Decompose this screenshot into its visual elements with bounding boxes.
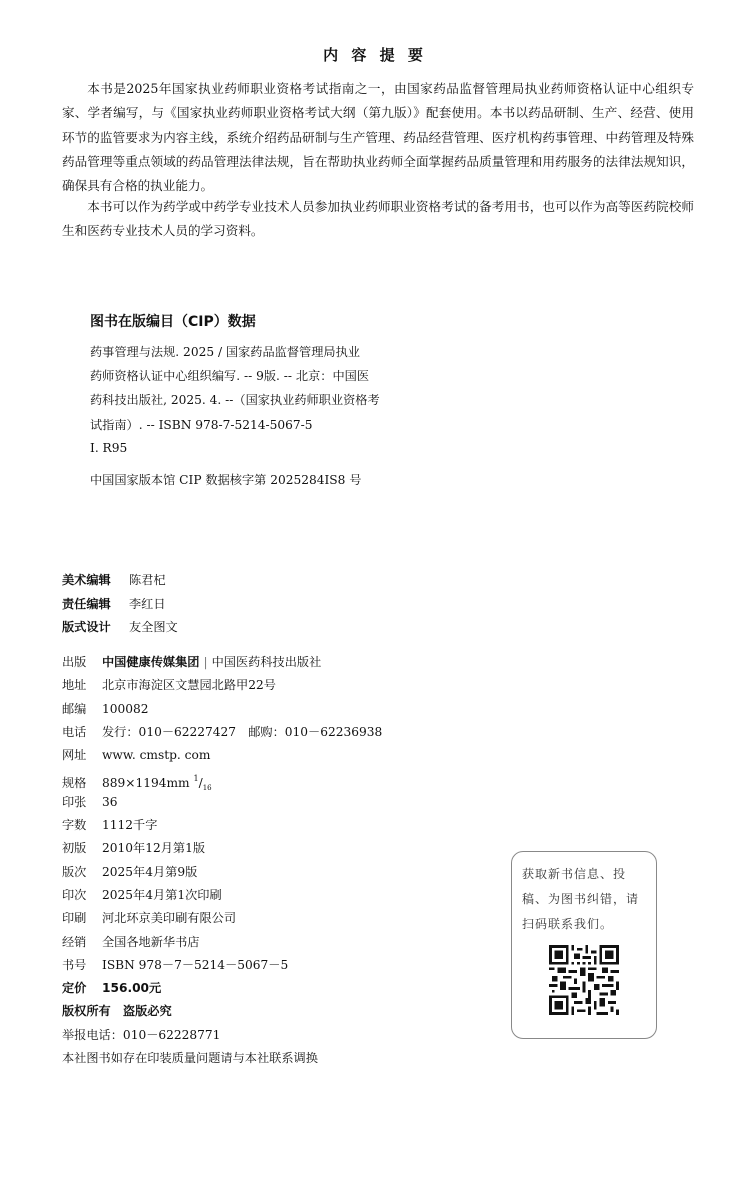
credit-row xyxy=(62,593,178,617)
credit-label: 责任编辑 xyxy=(62,596,111,611)
credit-value: 李红日 xyxy=(129,596,166,611)
info-value: 36 xyxy=(102,794,118,809)
info-row xyxy=(62,837,382,860)
info-value: 北京市海淀区文慧园北路甲22号 xyxy=(102,678,276,693)
info-label: 邮编 xyxy=(62,701,87,716)
credit-value: 友全图文 xyxy=(129,620,178,634)
cip-line: 药师资格认证中心组织编写. -- 9版. -- 北京：中国医 xyxy=(90,369,370,384)
info-label: 印刷 xyxy=(62,911,87,926)
format-value: 889×1194mm xyxy=(102,776,190,791)
cip-classification: Ⅰ. R95 xyxy=(90,441,128,455)
publisher-name: 中国医药科技出版社 xyxy=(211,655,322,669)
info-value: 全国各地新华书店 xyxy=(102,934,200,949)
qr-code-icon[interactable] xyxy=(549,945,619,1015)
info-row xyxy=(62,744,382,767)
cip-line: 药事管理与法规. 2025 / 国家药品监督管理局执业 xyxy=(90,345,360,359)
info-row xyxy=(62,814,382,837)
credit-row xyxy=(62,569,178,593)
qr-caption: 获取新书信息、投稿、为图书纠错，请扫码联系我们。 xyxy=(522,867,640,931)
info-value: 2025年4月第9版 xyxy=(102,864,198,879)
info-label: 经销 xyxy=(62,934,87,949)
info-row xyxy=(62,721,382,744)
info-label: 字数 xyxy=(62,818,87,833)
cip-heading: 图书在版编目（CIP）数据 xyxy=(90,314,256,330)
cip-record xyxy=(90,340,390,437)
info-label: 印张 xyxy=(62,794,87,809)
format-fraction-numerator: 1 xyxy=(193,774,199,784)
info-row xyxy=(62,674,382,697)
info-label: 规格 xyxy=(62,776,87,791)
info-row xyxy=(62,861,382,884)
info-value: ISBN 978－7－5214－5067－5 xyxy=(102,957,289,972)
info-row-price xyxy=(62,977,382,1000)
publication-info xyxy=(62,651,382,1070)
info-label: 版次 xyxy=(62,864,87,879)
info-label: 电话 xyxy=(62,724,87,739)
cip-record-number: 中国国家版本馆 CIP 数据核字第 2025284IS8 号 xyxy=(90,473,362,487)
copyright-text: 版权所有 盗版必究 xyxy=(62,1004,172,1019)
info-label: 印次 xyxy=(62,887,87,902)
info-row xyxy=(62,931,382,954)
cip-line: 药科技出版社, 2025. 4. --（国家执业药师职业资格考 xyxy=(90,393,380,408)
info-value: 发行：010－62227427 邮购：010－62236938 xyxy=(102,724,383,739)
info-label: 书号 xyxy=(62,957,87,972)
summary-paragraph-1: 本书是2025年国家执业药师职业资格考试指南之一，由国家药品监督管理局执业药师资格认证中心组织专家、学者编写，与《国家执业药师职业资格考试大纲（第九版）》配套使用。本书以药品研制、生产、经营、使用环节的监管要求为内容主线，系统介绍药品研制与生产管理、药品经营管理、医疗机构药事管理、中药管理及特殊药品管理等重点领域的药品管理法律法规，旨在帮助执业药师全面掌握药品质量管理和用药服务的法律法规知识，确保具有合格的执业能力。 xyxy=(62,81,694,194)
info-value: 2010年12月第1版 xyxy=(102,841,206,856)
info-label: 网址 xyxy=(62,748,87,763)
credit-label: 美术编辑 xyxy=(62,573,111,587)
info-row xyxy=(62,907,382,930)
quality-notice: 本社图书如存在印装质量问题请与本社联系调换 xyxy=(62,1051,318,1066)
credit-value: 陈君杞 xyxy=(129,573,166,587)
info-row-format: 规格 889×1194mm $^1/_{16}$ xyxy=(62,767,382,790)
credit-row xyxy=(62,616,178,640)
notice-row xyxy=(62,1047,382,1070)
info-row-publisher xyxy=(62,651,382,674)
info-label: 初版 xyxy=(62,841,87,856)
info-label: 出版 xyxy=(62,655,87,669)
info-value: 河北环京美印刷有限公司 xyxy=(102,911,237,926)
info-label: 地址 xyxy=(62,678,87,693)
separator: | xyxy=(203,655,208,669)
info-row xyxy=(62,954,382,977)
report-row xyxy=(62,1024,382,1047)
qr-card xyxy=(511,851,657,1039)
credit-label: 版式设计 xyxy=(62,620,111,634)
info-value: www. cmstp. com xyxy=(102,748,211,763)
price-value: 156.00元 xyxy=(102,981,162,996)
summary-paragraph-2: 本书可以作为药学或中药学专业技术人员参加执业药师职业资格考试的备考用书，也可以作为高等医药院校师生和医药专业技术人员的学习资料。 xyxy=(62,199,694,239)
format-fraction-denominator: 16 xyxy=(202,784,212,793)
info-value: 1112千字 xyxy=(102,818,158,833)
credits-list xyxy=(62,569,178,640)
info-row xyxy=(62,698,382,721)
copyright-row xyxy=(62,1000,382,1023)
report-phone: 举报电话：010－62228771 xyxy=(62,1027,221,1042)
summary-title: 内 容 提 要 xyxy=(323,46,427,64)
info-value: 2025年4月第1次印刷 xyxy=(102,887,222,902)
price-label: 定价 xyxy=(62,981,87,996)
publisher-group: 中国健康传媒集团 xyxy=(102,655,200,669)
cip-line: 试指南）. -- ISBN 978-7-5214-5067-5 xyxy=(90,417,313,432)
info-row xyxy=(62,884,382,907)
info-row xyxy=(62,791,382,814)
info-value: 100082 xyxy=(102,701,149,716)
